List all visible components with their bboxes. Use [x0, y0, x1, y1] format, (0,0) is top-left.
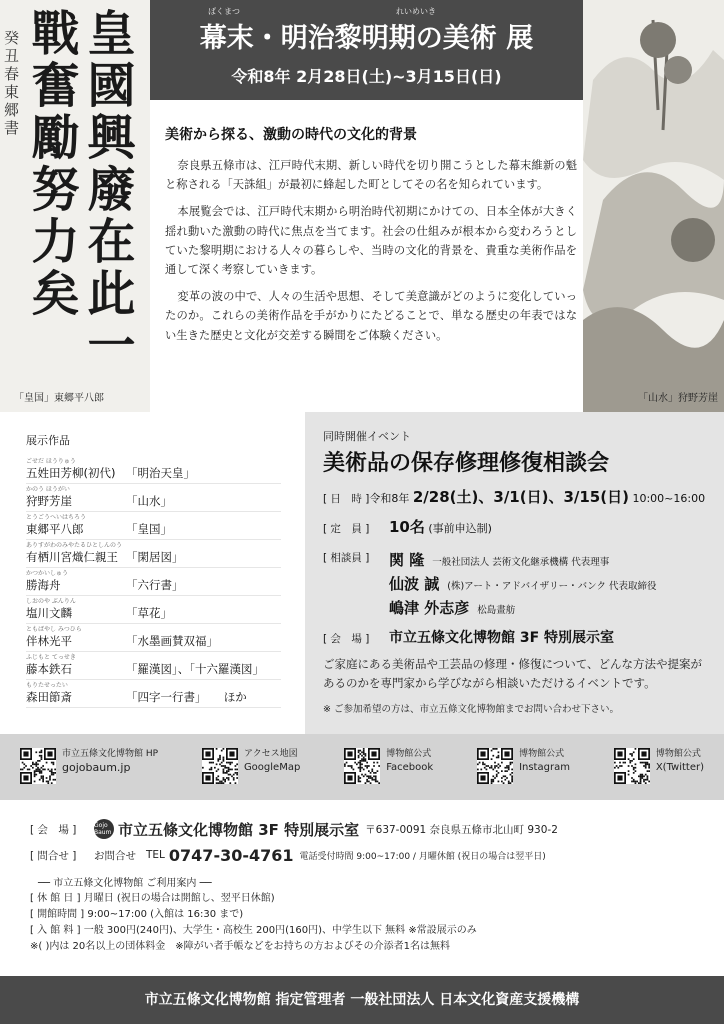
- qr-code-icon: [614, 748, 650, 784]
- work-artist: 東郷平八郎: [26, 522, 84, 536]
- calligraphy-signature: 癸丑春東郷書: [2, 30, 20, 138]
- event-capacity-note: (事前申込制): [428, 522, 492, 535]
- link-text: [519, 748, 570, 774]
- work-title: 「閑居図」: [126, 550, 184, 564]
- work-row: [26, 624, 281, 652]
- concurrent-event: [305, 412, 724, 734]
- work-row: [26, 680, 281, 708]
- intro-paragraph: 変革の波の中で、人々の生活や思想、そして美意識がどのように変化していったのか。これらの美術作品を手がかりにたどることで、単なる歴史の年表ではない生きた歴史と文化が交差する瞬間をご体験ください。: [165, 290, 577, 342]
- calligraphy-column-a: 皇國興廢在此一: [79, 8, 135, 372]
- guide-hours: [ 開館時間 ] 9:00~17:00 (入館は 16:30 まで): [30, 909, 244, 920]
- event-capacity-label: [ 定 員 ]: [323, 523, 370, 535]
- top-section: [0, 0, 724, 412]
- landscape-painting: [583, 0, 724, 412]
- event-title: 美術品の保存修理修復相談会: [323, 450, 610, 476]
- link-label: 市立五條文化博物館 HP: [62, 749, 159, 759]
- work-artist-ruby: もりたせったい: [26, 682, 68, 689]
- link-text: [656, 748, 704, 774]
- link-item[interactable]: [20, 748, 158, 800]
- header-band: [150, 0, 583, 100]
- event-consultants-row: [323, 546, 704, 618]
- tel-prefix: TEL: [146, 849, 165, 861]
- guide-closed-days: [ 休 館 日 ] 月曜日 (祝日の場合は開館し、翌平日休館): [30, 893, 275, 904]
- event-date-days: 2/28(土)、3/1(日)、3/15(日): [412, 488, 629, 506]
- info-venue-name: 市立五條文化博物館 3F 特別展示室: [118, 820, 360, 839]
- info-venue-address: 〒637-0091 奈良県五條市北山町 930-2: [365, 823, 558, 836]
- left-art-caption: 「皇国」東郷平八郎: [14, 393, 104, 404]
- museum-logo-icon: Gojo Baum: [94, 819, 114, 839]
- event-venue-label: [ 会 場 ]: [323, 633, 370, 645]
- work-artist: 森田節斎: [26, 690, 72, 704]
- work-artist-ruby: ともばやし みつひら: [26, 626, 82, 633]
- consultant: [389, 573, 704, 594]
- work-artist: 伴林光平: [26, 634, 72, 648]
- event-venue-row: [323, 627, 704, 647]
- event-date-prefix: 令和8年: [369, 492, 410, 505]
- works-title: 展示作品: [26, 434, 70, 447]
- work-title: 「山水」: [126, 494, 172, 508]
- link-sub: Facebook: [386, 762, 434, 773]
- info-inquiry-row: [30, 842, 694, 868]
- link-sub: gojobaum.jp: [62, 761, 131, 774]
- work-row: [26, 484, 281, 512]
- title-ruby-reimeiki: れいめいき: [396, 7, 436, 16]
- event-tag: 同時開催イベント: [323, 430, 411, 443]
- work-artist-ruby: ごせだ ほうりゅう: [26, 458, 76, 465]
- work-artist: 勝海舟: [26, 578, 61, 592]
- footer-band: [0, 976, 724, 1024]
- work-title: 「六行書」: [126, 578, 184, 592]
- consultant: [389, 549, 704, 570]
- landscape-illustration: [583, 0, 724, 412]
- info-venue-row: [30, 816, 694, 842]
- title-suffix: 展: [506, 23, 534, 54]
- event-description: ご家庭にある美術品や工芸品の修理・修復について、どんな方法や提案があるのかを専門家から学びながら相談いただけるイベントです。: [323, 657, 703, 690]
- event-date-value: [369, 486, 705, 507]
- qr-code-icon: [20, 748, 56, 784]
- intro-paragraph: 本展覧会では、江戸時代末期から明治時代初期にかけての、日本全体が大きく揺れ動いた激動の時代に焦点を当てます。社会の仕組みが根本から変わろうとしていた黎明期における人々の暮らしや、当時の文化的背景を、貴重な美術作品を通して深く考察していきます。: [165, 205, 577, 277]
- event-note: ※ ご参加希望の方は、市立五條文化博物館までお問い合わせ下さい。: [323, 704, 619, 715]
- link-item[interactable]: [344, 748, 433, 800]
- work-artist: 五姓田芳柳(初代): [26, 466, 116, 480]
- exhibition-dates: 令和8年 2月28日(土)~3月15日(日): [231, 67, 502, 86]
- link-item[interactable]: [202, 748, 300, 800]
- event-consultants-label: [ 相談員 ]: [323, 552, 370, 564]
- work-artist: 狩野芳崖: [26, 494, 72, 508]
- link-label: 博物館公式: [655, 749, 701, 759]
- event-date-row: [323, 486, 704, 507]
- work-artist-ruby: ありすがわのみやたるひとしんのう: [26, 542, 123, 549]
- link-label: 博物館公式: [386, 749, 432, 759]
- tel-hours-note: 電話受付時間 9:00~17:00 / 月曜休館 (祝日の場合は翌平日): [299, 851, 546, 862]
- intro-subtitle: 美術から探る、激動の時代の文化的背景: [165, 127, 417, 143]
- link-item[interactable]: [614, 748, 704, 800]
- link-sub: Instagram: [519, 762, 570, 773]
- link-item[interactable]: [477, 748, 570, 800]
- work-row: [26, 456, 281, 484]
- work-artist: 塩川文麟: [26, 606, 72, 620]
- link-text: [386, 748, 433, 774]
- intro-text: [165, 156, 577, 353]
- event-capacity-num: 10名: [389, 518, 425, 536]
- footer-text: 市立五條文化博物館 指定管理者 一般社団法人 日本文化資産支援機構: [144, 992, 580, 1008]
- work-artist-ruby: しおのや ぶんりん: [26, 598, 76, 605]
- work-row: [26, 652, 281, 680]
- consultant: [389, 597, 704, 618]
- consultant-name: 関 隆: [389, 551, 425, 569]
- calligraphy-artwork: [0, 0, 150, 412]
- title-main: 幕末・明治黎明期の美術: [199, 23, 497, 54]
- museum-info: [0, 800, 724, 976]
- consultant-org: 松島畫舫: [477, 605, 516, 616]
- link-sub: GoogleMap: [243, 762, 301, 773]
- exhibited-works: [0, 412, 305, 734]
- work-artist-ruby: ふじもと てっせき: [26, 654, 76, 661]
- event-capacity-value: [389, 516, 704, 537]
- work-title: 「明治天皇」: [126, 466, 195, 480]
- qr-code-icon: [477, 748, 513, 784]
- work-title: 「水墨画賛双福」: [126, 634, 218, 648]
- work-artist-ruby: かのう ほうがい: [26, 486, 70, 493]
- work-row: [26, 512, 281, 540]
- exhibition-title: [150, 7, 583, 55]
- event-date-time: 10:00~16:00: [632, 492, 706, 505]
- consultant-org: (株)アート・アドバイザリー・バンク 代表取締役: [447, 581, 657, 592]
- link-text: [244, 748, 300, 774]
- guide-title: ── 市立五條文化博物館 ご利用案内 ──: [38, 878, 212, 889]
- work-title: 「草花」: [126, 606, 172, 620]
- link-sub: X(Twitter): [655, 762, 704, 773]
- work-row: [26, 596, 281, 624]
- qr-code-icon: [344, 748, 380, 784]
- link-text: [62, 748, 158, 774]
- work-row: [26, 540, 281, 568]
- title-ruby-bakumatsu: ばくまつ: [208, 7, 240, 16]
- guide-fee: [ 入 館 料 ] 一般 300円(240円)、大学生・高校生 200円(160円)、中学生以下 無料 ※常設展示のみ: [30, 925, 477, 936]
- calligraphy-column-b: 戰奮勵努力矣: [23, 8, 79, 320]
- work-artist-ruby: とうごうへいはちろう: [26, 514, 87, 521]
- info-inquiry-label: [ 問合せ ]: [30, 849, 77, 862]
- work-title: 「皇国」: [126, 522, 172, 536]
- info-venue-label: [ 会 場 ]: [30, 823, 77, 836]
- work-artist-ruby: かつかいしゅう: [26, 570, 69, 577]
- links-bar: [0, 734, 724, 800]
- intro-paragraph: 奈良県五條市は、江戸時代末期、新しい時代を切り開こうとした幕末維新の魁と称される「天誅組」が最初に蜂起した町としてその名を知られています。: [165, 159, 577, 192]
- consultant-name: 嶋津 外志彦: [389, 599, 470, 617]
- right-art-caption: 「山水」狩野芳崖: [638, 393, 718, 404]
- link-label: アクセス地図: [243, 749, 298, 759]
- consultant-name: 仙波 誠: [389, 575, 440, 593]
- consultant-list: [389, 546, 704, 618]
- phone-number[interactable]: 0747-30-4761: [168, 845, 294, 865]
- event-date-label: [ 日 時 ]: [323, 493, 370, 505]
- event-capacity-row: [323, 516, 704, 537]
- work-title: 「羅漢図」、「十六羅漢図」: [126, 662, 264, 676]
- qr-code-icon: [202, 748, 238, 784]
- guide-fee-note: ※( )内は 20名以上の団体料金 ※障がい者手帳などをお持ちの方およびその介添者1名は無料: [30, 941, 451, 952]
- event-venue-value: 市立五條文化博物館 3F 特別展示室: [389, 630, 615, 646]
- work-artist: 藤本鉄石: [26, 662, 72, 676]
- consultant-org: 一般社団法人 芸術文化継承機構 代表理事: [432, 557, 610, 568]
- link-label: 博物館公式: [519, 749, 565, 759]
- works-list: [26, 456, 281, 708]
- work-artist: 有栖川宮熾仁親王: [26, 550, 118, 564]
- info-inquiry-text: お問合せ: [94, 849, 136, 862]
- work-row: [26, 568, 281, 596]
- work-title: 「四字一行書」 ほか: [126, 690, 247, 704]
